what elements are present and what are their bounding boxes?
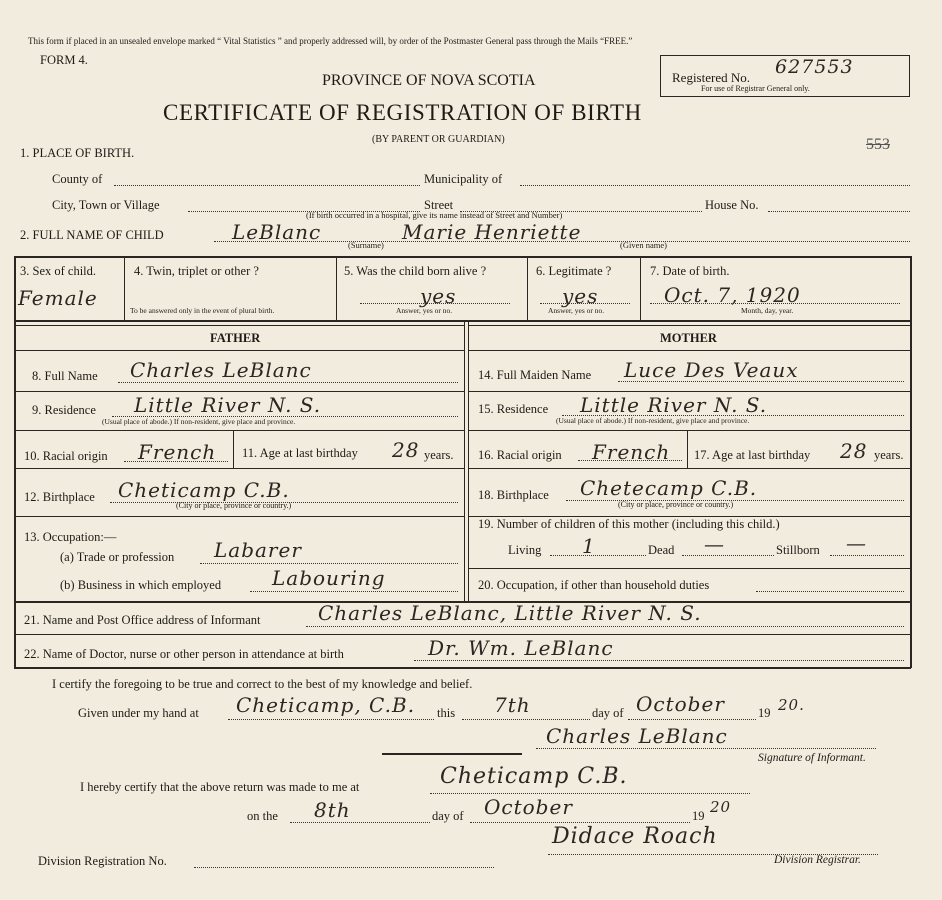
form-number: FORM 4. [40,53,88,67]
alive-line [360,303,510,304]
alive-label: 5. Was the child born alive ? [344,264,487,278]
rule-f2 [14,430,464,431]
father-birthplace-label: 12. Birthplace [24,490,95,504]
father-name-line [118,382,458,383]
father-race-label: 10. Racial origin [24,449,108,463]
rule-f4 [14,516,464,517]
division-registration-line [194,867,494,868]
father-birthplace-value: Cheticamp C.B. [118,478,290,502]
informant-signature-line [536,748,876,749]
frame-right [910,256,912,668]
div-father-race [233,430,234,468]
mother-res-note: (Usual place of abode.) If non-resident, give place and province. [556,416,750,425]
mother-name-label: 14. Full Maiden Name [478,368,592,382]
mother-birthplace-line [566,500,904,501]
doctor-label: 22. Name of Doctor, nurse or other person in attendance at birth [24,647,344,661]
given-year-value: 20. [778,696,805,714]
div-2 [336,256,337,320]
given-place-line [228,719,434,720]
informant-line [306,626,904,627]
rule-f3 [14,468,464,469]
rule-mother-top [468,325,911,326]
registrar-place-value: Cheticamp C.B. [440,764,628,789]
dead-line [682,555,774,556]
mother-age-unit: years. [874,448,904,462]
informant-caption: Signature of Informant. [758,752,866,764]
rule-father-head [14,350,464,351]
given-month-line [628,719,756,720]
div-mother-race [687,430,688,468]
division-registration-label: Division Registration No. [38,854,167,868]
mother-occupation-line [756,591,904,592]
father-age-label: 11. Age at last birthday [242,446,358,460]
legit-label: 6. Legitimate ? [536,264,612,278]
mother-heading: MOTHER [660,331,717,345]
alive-note: Answer, yes or no. [396,306,453,315]
registrar-caption: Division Registrar. [774,854,861,866]
rule-child-top [14,256,911,258]
alive-value: yes [420,284,457,308]
registrar-day-value: 8th [314,798,351,822]
business-line [250,591,458,592]
rule-child-bottom [14,320,911,322]
registered-label: Registered No. [672,70,750,85]
living-line [550,555,646,556]
dob-line [650,303,900,304]
father-res-note: (Usual place of abode.) If non-resident, give place and province. [102,417,296,426]
legit-note: Answer, yes or no. [548,306,605,315]
mother-occupation-label: 20. Occupation, if other than household duties [478,578,710,592]
municipality-line [520,185,910,186]
given-month-value: October [636,692,725,716]
city-label: City, Town or Village [52,198,160,212]
county-line [114,185,420,186]
registered-number: 627553 [775,56,854,78]
father-occupation-label: 13. Occupation:— [24,530,117,544]
doctor-value: Dr. Wm. LeBlanc [428,636,614,660]
hospital-note: (If birth occurred in a hospital, give its name instead of Street and Number) [306,210,563,220]
rule-father-top [14,325,464,326]
rule-doctor-bottom [14,667,911,669]
certify-statement: I certify the foregoing to be true and correct to the best of my knowledge and belief. [52,677,473,691]
child-name-label: 2. FULL NAME OF CHILD [20,228,164,242]
stillborn-value: — [846,531,867,555]
mother-res-label: 15. Residence [478,402,549,416]
dead-value: — [704,532,725,556]
given-place-value: Cheticamp, C.B. [236,693,416,717]
sex-label: 3. Sex of child. [20,264,97,278]
place-of-birth-label: 1. PLACE OF BIRTH. [20,146,135,160]
father-age-unit: years. [424,448,454,462]
trade-line [200,563,458,564]
mother-race-label: 16. Racial origin [478,448,562,462]
mother-name-value: Luce Des Veaux [624,358,799,382]
county-label: County of [52,172,103,186]
father-name-label: 8. Full Name [32,369,98,383]
certificate-subtitle: (BY PARENT OR GUARDIAN) [372,134,505,145]
mother-res-value: Little River N. S. [580,393,768,417]
registrar-day-of-label: day of [432,809,464,823]
dob-note: Month, day, year. [741,306,794,315]
registrar-statement: I hereby certify that the above return was made to me at [80,780,360,794]
on-the-label: on the [247,809,278,823]
father-name-value: Charles LeBlanc [130,358,312,382]
mother-age-label: 17. Age at last birthday [694,448,811,462]
given-year-prefix: 19 [758,706,771,720]
twin-note: To be answered only in the event of plural birth. [130,306,275,315]
registrar-month-line [470,822,690,823]
corner-number: 553 [866,136,890,153]
registrar-month-value: October [484,795,573,819]
rule-mother-head [468,350,911,351]
province-heading: PROVINCE OF NOVA SCOTIA [322,72,536,89]
dob-value: Oct. 7, 1920 [664,283,801,307]
informant-value: Charles LeBlanc, Little River N. S. [318,601,702,625]
trade-label: (a) Trade or profession [60,550,175,564]
dead-label: Dead [648,543,675,557]
stillborn-line [830,555,904,556]
registrar-note: For use of Registrar General only. [701,84,810,93]
father-birthplace-note: (City or place, province or country.) [176,501,292,510]
legit-value: yes [562,284,599,308]
frame-left [14,256,16,668]
given-caption: (Given name) [620,240,667,250]
registrar-day-line [290,822,430,823]
legit-line [540,303,630,304]
informant-signature: Charles LeBlanc [546,724,728,748]
father-res-label: 9. Residence [32,403,96,417]
sex-value: Female [18,286,98,310]
mother-race-value: French [592,440,671,464]
rule-m1 [468,391,911,392]
trade-value: Labarer [214,538,302,562]
certify-short-rule [382,753,522,755]
given-label: Given under my hand at [78,706,199,720]
given-day-line [462,719,590,720]
rule-m5 [468,568,911,569]
given-day-value: 7th [494,693,531,717]
mother-birthplace-value: Chetecamp C.B. [580,476,758,500]
living-value: 1 [582,534,596,558]
stillborn-label: Stillborn [776,543,820,557]
twin-label: 4. Twin, triplet or other ? [134,264,259,278]
house-line [768,211,910,212]
div-1 [124,256,125,320]
dob-label: 7. Date of birth. [650,264,730,278]
street-label: Street [424,198,454,212]
father-age-value: 28 [392,438,420,462]
rule-f1 [14,391,464,392]
div-3 [527,256,528,320]
child-given-name: Marie Henriette [402,220,582,244]
father-res-value: Little River N. S. [134,393,322,417]
surname-caption: (Surname) [348,240,384,250]
father-heading: FATHER [210,331,261,345]
registrar-signature: Didace Roach [552,824,718,849]
child-surname: LeBlanc [232,220,322,244]
rule-m2 [468,430,911,431]
children-label: 19. Number of children of this mother (including this child.) [478,517,780,531]
this-label: this [437,706,456,720]
house-label: House No. [705,198,759,212]
registrar-year-prefix: 19 [692,809,705,823]
div-parents-2 [468,321,469,601]
business-value: Labouring [272,566,386,590]
div-4 [640,256,641,320]
mother-age-value: 28 [840,439,868,463]
rule-m3 [468,468,911,469]
mail-notice: This form if placed in an unsealed envelope marked “ Vital Statistics ” and properly addressed will, by order of the Postmaster General pass through the Mails “FREE.” [28,36,633,46]
informant-label: 21. Name and Post Office address of Informant [24,613,261,627]
mother-birthplace-label: 18. Birthplace [478,488,549,502]
registrar-place-line [430,793,750,794]
div-parents [464,321,465,601]
given-day-of-label: day of [592,706,624,720]
certificate-title: CERTIFICATE OF REGISTRATION OF BIRTH [163,100,642,125]
living-label: Living [508,543,542,557]
doctor-line [414,660,904,661]
registrar-year-value: 20 [710,798,732,816]
municipality-label: Municipality of [424,172,503,186]
rule-informant [14,634,911,635]
business-label: (b) Business in which employed [60,578,222,592]
father-race-value: French [138,440,217,464]
mother-birthplace-note: (City or place, province or country.) [618,500,734,509]
